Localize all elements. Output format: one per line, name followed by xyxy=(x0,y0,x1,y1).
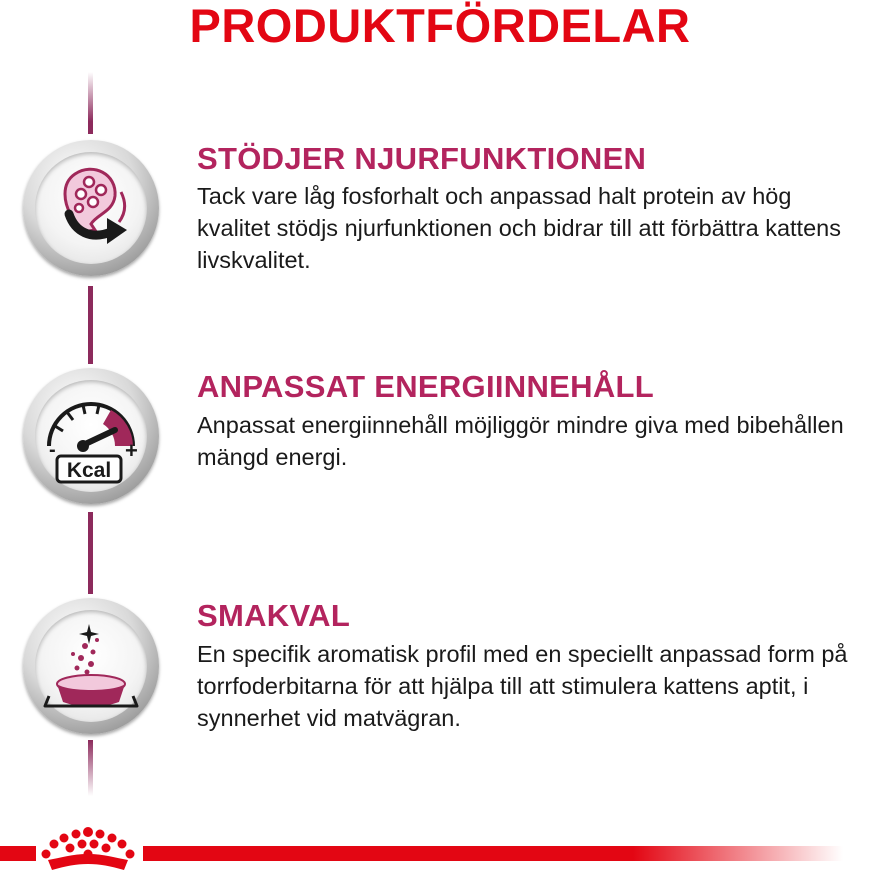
palatability-badge xyxy=(23,598,159,734)
benefit-heading: STÖDJER NJURFUNKTIONEN xyxy=(197,141,647,176)
benefit-text: En specifik aromatisk profil med en speciellt anpassad form på torrfoderbitarna för att hjälpa till att stimulera kattens aptit, i synnerhet vid matvägran. xyxy=(197,641,848,731)
food-bowl-icon xyxy=(35,610,147,722)
footer-bar xyxy=(143,846,843,861)
gauge-plus-label: + xyxy=(125,438,138,463)
benefit-heading: ANPASSAT ENERGIINNEHÅLL xyxy=(197,369,654,404)
benefit-text: Anpassat energiinnehåll möjliggör mindre giva med bibehållen mängd energi. xyxy=(197,412,844,470)
footer-bar xyxy=(0,846,36,861)
timeline-line xyxy=(88,72,93,134)
benefit-heading: SMAKVAL xyxy=(197,598,351,633)
timeline-line xyxy=(88,512,93,594)
page-title: PRODUKTFÖRDELAR xyxy=(189,0,691,52)
kidney-badge xyxy=(23,140,159,276)
kcal-gauge-icon xyxy=(35,380,147,492)
benefit-text: Tack vare låg fosforhalt och anpassad halt protein av hög kvalitet stödjs njurfunktionen och bidrar till att förbättra kattens livskvalitet. xyxy=(197,183,841,273)
kcal-label: Kcal xyxy=(66,459,112,482)
crown-logo xyxy=(40,824,136,876)
gauge-minus-label: - xyxy=(49,439,56,461)
kidney-icon xyxy=(35,152,147,264)
timeline-line xyxy=(88,740,93,796)
energy-badge xyxy=(23,368,159,504)
timeline-line xyxy=(88,286,93,364)
